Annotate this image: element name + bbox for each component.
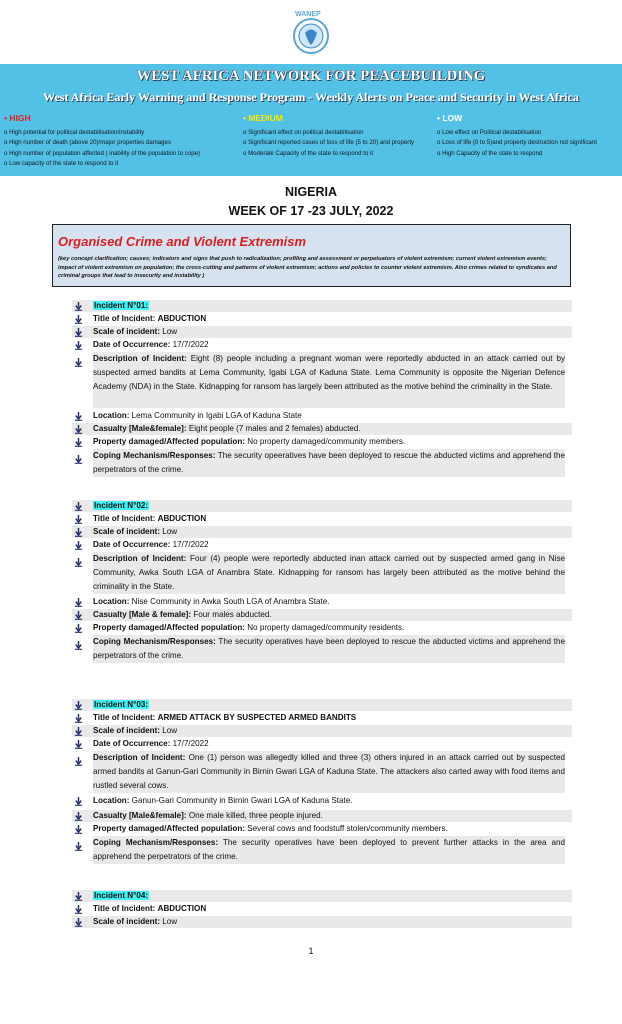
criteria-item: o Significant effect on political destabilisation: [243, 129, 364, 136]
incident-description-label: Description of Incident:: [93, 753, 186, 762]
incident-description: [93, 751, 565, 793]
location-label: Location:: [93, 597, 130, 606]
incident-scale-row: [72, 526, 572, 538]
incident-property-row: [72, 436, 572, 448]
incident-description-label: Description of Incident:: [93, 554, 187, 563]
scale-label: Scale of incident:: [93, 726, 161, 735]
medium-criteria: [243, 128, 435, 159]
incident-coping-text: The security opeeratives have been deployed to rescue the abducted victims and apprehend the perpetrators of the crime.: [93, 451, 566, 474]
incident-scale-row: [72, 725, 572, 737]
criteria-item: o Moderate Capacity of the state to respond to it: [243, 149, 374, 157]
level-high-label: • HIGH: [4, 113, 31, 123]
incident-casualty-row: [72, 423, 572, 435]
casualty-label: Casualty [Male & female]:: [93, 610, 192, 619]
incident-date: 17/7/2022: [172, 540, 209, 549]
incident-title-row: [72, 313, 572, 325]
incident-header: [72, 699, 572, 711]
incident-location: Ganun-Gari Community in Birnin Gwari LGA of Kaduna State.: [131, 796, 353, 805]
incident-scale-row: [72, 916, 572, 928]
incident-location: Lema Community in Igabi LGA of Kaduna State: [131, 411, 302, 420]
incident-date-row: [72, 539, 572, 551]
incident-description-text: Eight (8) people including a pregnant woman were reportedly abducted in an attack carried out by suspected armed bandits at Lema Community, Igabi LGA of Kaduna State. Lema Community is opposite the Nigerian Defence Academy (NDA) in the State. Kidnapping for ransom has largely been attributed as the motive behind the criminality in the State.: [93, 354, 565, 391]
incident-label: Incident N°02:: [94, 501, 149, 510]
section-description: (key concept clarification; causes; indicators and signs that push to radicalization; profiling and assessment or perpetuators of violent extremism; current violent extremism events; impact of violent extremism on population; the cross-cutting and patterns of violent extremism; actions and policies to counter violent extremism. Also crimes related to syndicates and criminal groups that lead to insecurity and instability ): [58, 256, 557, 280]
incident-casualty: One male killed, three people injured.: [188, 811, 323, 820]
incident-scale: Low: [162, 917, 178, 926]
level-medium-label: • MEDIUM: [243, 113, 283, 123]
incident-title: ABDUCTION: [157, 514, 207, 523]
incident-date-row: [72, 738, 572, 750]
incident-title-row: [72, 903, 572, 915]
section-box: [52, 224, 571, 287]
incident-scale: Low: [162, 726, 178, 735]
incident-coping-label: Coping Mechanism/Responses:: [93, 451, 216, 460]
criteria-item: o Low capacity of the state to respond to it: [4, 160, 119, 168]
week-title: WEEK OF 17 -23 JULY, 2022: [228, 204, 394, 218]
arrow-bullet-icon: [74, 753, 84, 763]
arrow-bullet-icon: [72, 609, 86, 621]
incident-casualty-row: [72, 810, 572, 822]
incident-header: [72, 300, 572, 312]
criteria-item: o High number of death (above 20)/major properties damages: [4, 139, 171, 147]
title-label: Title of Incident:: [93, 904, 156, 913]
arrow-bullet-icon: [72, 795, 86, 807]
incident-property: Several cows and foodstuff stolen/community members.: [247, 824, 448, 833]
incident-location-row: [72, 596, 572, 608]
incident-property: No property damaged/community members.: [247, 437, 406, 446]
incident-location: Nise Community in Awka South LGA of Anambra State.: [131, 597, 330, 606]
incident-casualty-row: [72, 609, 572, 621]
incident-scale: Low: [162, 327, 178, 336]
incident-description-label: Description of Incident:: [93, 354, 187, 363]
arrow-bullet-icon: [72, 738, 86, 750]
incident-coping-text: The security operatives have been deployed to rescue the abducted victims and apprehend the perpetrators of the crime.: [93, 637, 566, 660]
incident-property: No property damaged/community residents.: [247, 623, 405, 632]
location-label: Location:: [93, 796, 130, 805]
arrow-bullet-icon: [72, 513, 86, 525]
incident-label: Incident N°03:: [94, 700, 149, 709]
section-title: Organised Crime and Violent Extremism: [58, 234, 307, 249]
incident-title: ABDUCTION: [157, 314, 207, 323]
title-label: Title of Incident:: [93, 314, 156, 323]
arrow-bullet-icon: [72, 326, 86, 338]
arrow-bullet-icon: [72, 622, 86, 634]
criteria-item: o High Capacity of the state to respond: [437, 149, 543, 157]
arrow-bullet-icon: [74, 637, 84, 647]
low-criteria: [437, 128, 622, 159]
incident-scale-row: [72, 326, 572, 338]
date-label: Date of Occurrence:: [93, 739, 171, 748]
level-low-label: • LOW: [437, 113, 463, 123]
incident-title: ARMED ATTACK BY SUSPECTED ARMED BANDITS: [157, 713, 357, 722]
arrow-bullet-icon: [72, 596, 86, 608]
arrow-bullet-icon: [72, 823, 86, 835]
criteria-item: o Loss of life (0 to 5)and property destruction not significant: [437, 139, 597, 147]
incident-coping-label: Coping Mechanism/Responses:: [93, 838, 219, 847]
incident-title-row: [72, 513, 572, 525]
incident-date: 17/7/2022: [172, 340, 209, 349]
arrow-bullet-icon: [72, 500, 86, 512]
arrow-bullet-icon: [72, 423, 86, 435]
scale-label: Scale of incident:: [93, 917, 161, 926]
incident-header: [72, 500, 572, 512]
incident-location-row: [72, 795, 572, 807]
country-title: NIGERIA: [284, 185, 338, 199]
incident-label: Incident N°04:: [94, 891, 149, 900]
incident-casualty: Eight people (7 males and 2 females) abducted.: [188, 424, 361, 433]
incident-title: ABDUCTION: [157, 904, 207, 913]
incident-description: [93, 352, 565, 408]
incident-date: 17/7/2022: [172, 739, 209, 748]
scale-label: Scale of incident:: [93, 527, 161, 536]
arrow-bullet-icon: [74, 354, 84, 364]
incident-header: [72, 890, 572, 902]
program-subtitle: West Africa Early Warning and Response Program - Weekly Alerts on Peace and Security in West Africa: [43, 90, 579, 104]
arrow-bullet-icon: [72, 339, 86, 351]
arrow-bullet-icon: [72, 890, 86, 902]
incident-title-row: [72, 712, 572, 724]
title-label: Title of Incident:: [93, 514, 156, 523]
incident-description-text: One (1) person was allegedly killed and three (3) others injured in an attack carried out by suspected armed bandits at Ganun-Gari Community in Birnin Gwari LGA of Kaduna State. The attackers also carted away with food items and rustled several cows.: [93, 753, 566, 790]
arrow-bullet-icon: [72, 313, 86, 325]
date-label: Date of Occurrence:: [93, 540, 171, 549]
incident-coping: [93, 635, 565, 663]
page-number: 1: [308, 946, 314, 956]
arrow-bullet-icon: [72, 725, 86, 737]
arrow-bullet-icon: [72, 410, 86, 422]
arrow-bullet-icon: [72, 436, 86, 448]
arrow-bullet-icon: [72, 300, 86, 312]
svg-text:WANEP: WANEP: [295, 11, 321, 18]
criteria-item: o Low effect on Political destabilisation: [437, 129, 542, 136]
high-criteria: [4, 128, 244, 170]
title-label: Title of Incident:: [93, 713, 156, 722]
logo-area: [0, 0, 622, 64]
scale-label: Scale of incident:: [93, 327, 161, 336]
incident-property-row: [72, 622, 572, 634]
incident-scale: Low: [162, 527, 178, 536]
arrow-bullet-icon: [72, 712, 86, 724]
arrow-bullet-icon: [72, 916, 86, 928]
arrow-bullet-icon: [72, 810, 86, 822]
property-label: Property damaged/Affected population:: [93, 623, 245, 632]
incident-coping-label: Coping Mechanism/Responses:: [93, 637, 216, 646]
arrow-bullet-icon: [74, 554, 84, 564]
incident-coping: [93, 449, 565, 477]
incident-description: [93, 552, 565, 594]
arrow-bullet-icon: [72, 903, 86, 915]
arrow-bullet-icon: [72, 699, 86, 711]
header-banner: [0, 64, 622, 176]
incident-casualty: Four males abducted.: [193, 610, 272, 619]
incident-coping-text: The security operatives have been deployed to prevent further attacks in the area and apprehend the perpetrators of the crime.: [93, 838, 566, 861]
property-label: Property damaged/Affected population:: [93, 437, 245, 446]
incident-label: Incident N°01:: [94, 301, 149, 310]
arrow-bullet-icon: [74, 451, 84, 461]
criteria-item: o High potential for political destabilisation/instability: [4, 129, 145, 136]
incident-coping: [93, 836, 565, 864]
criteria-item: o Significant reported cases of loss of life (5 to 20) and property: [243, 139, 415, 147]
arrow-bullet-icon: [72, 526, 86, 538]
arrow-bullet-icon: [72, 539, 86, 551]
incident-description-text: Four (4) people were reportedly abducted inan attack carried out by suspected armed gang in Nise Community, Awka South LGA of Anambra State. Kidnapping for ransom has largely been attributed as the motive behind the criminality in the State.: [93, 554, 565, 591]
arrow-bullet-icon: [74, 838, 84, 848]
wanep-logo: [281, 4, 341, 64]
property-label: Property damaged/Affected population:: [93, 824, 245, 833]
org-title: WEST AFRICA NETWORK FOR PEACEBUILDING: [136, 68, 486, 84]
casualty-label: Casualty [Male&female]:: [93, 424, 187, 433]
location-label: Location:: [93, 411, 130, 420]
casualty-label: Casualty [Male&female]:: [93, 811, 187, 820]
incident-date-row: [72, 339, 572, 351]
criteria-item: o High number of population affected ( inability of the population to cope): [4, 149, 201, 157]
incident-property-row: [72, 823, 572, 835]
incident-location-row: [72, 410, 572, 422]
date-label: Date of Occurrence:: [93, 340, 171, 349]
